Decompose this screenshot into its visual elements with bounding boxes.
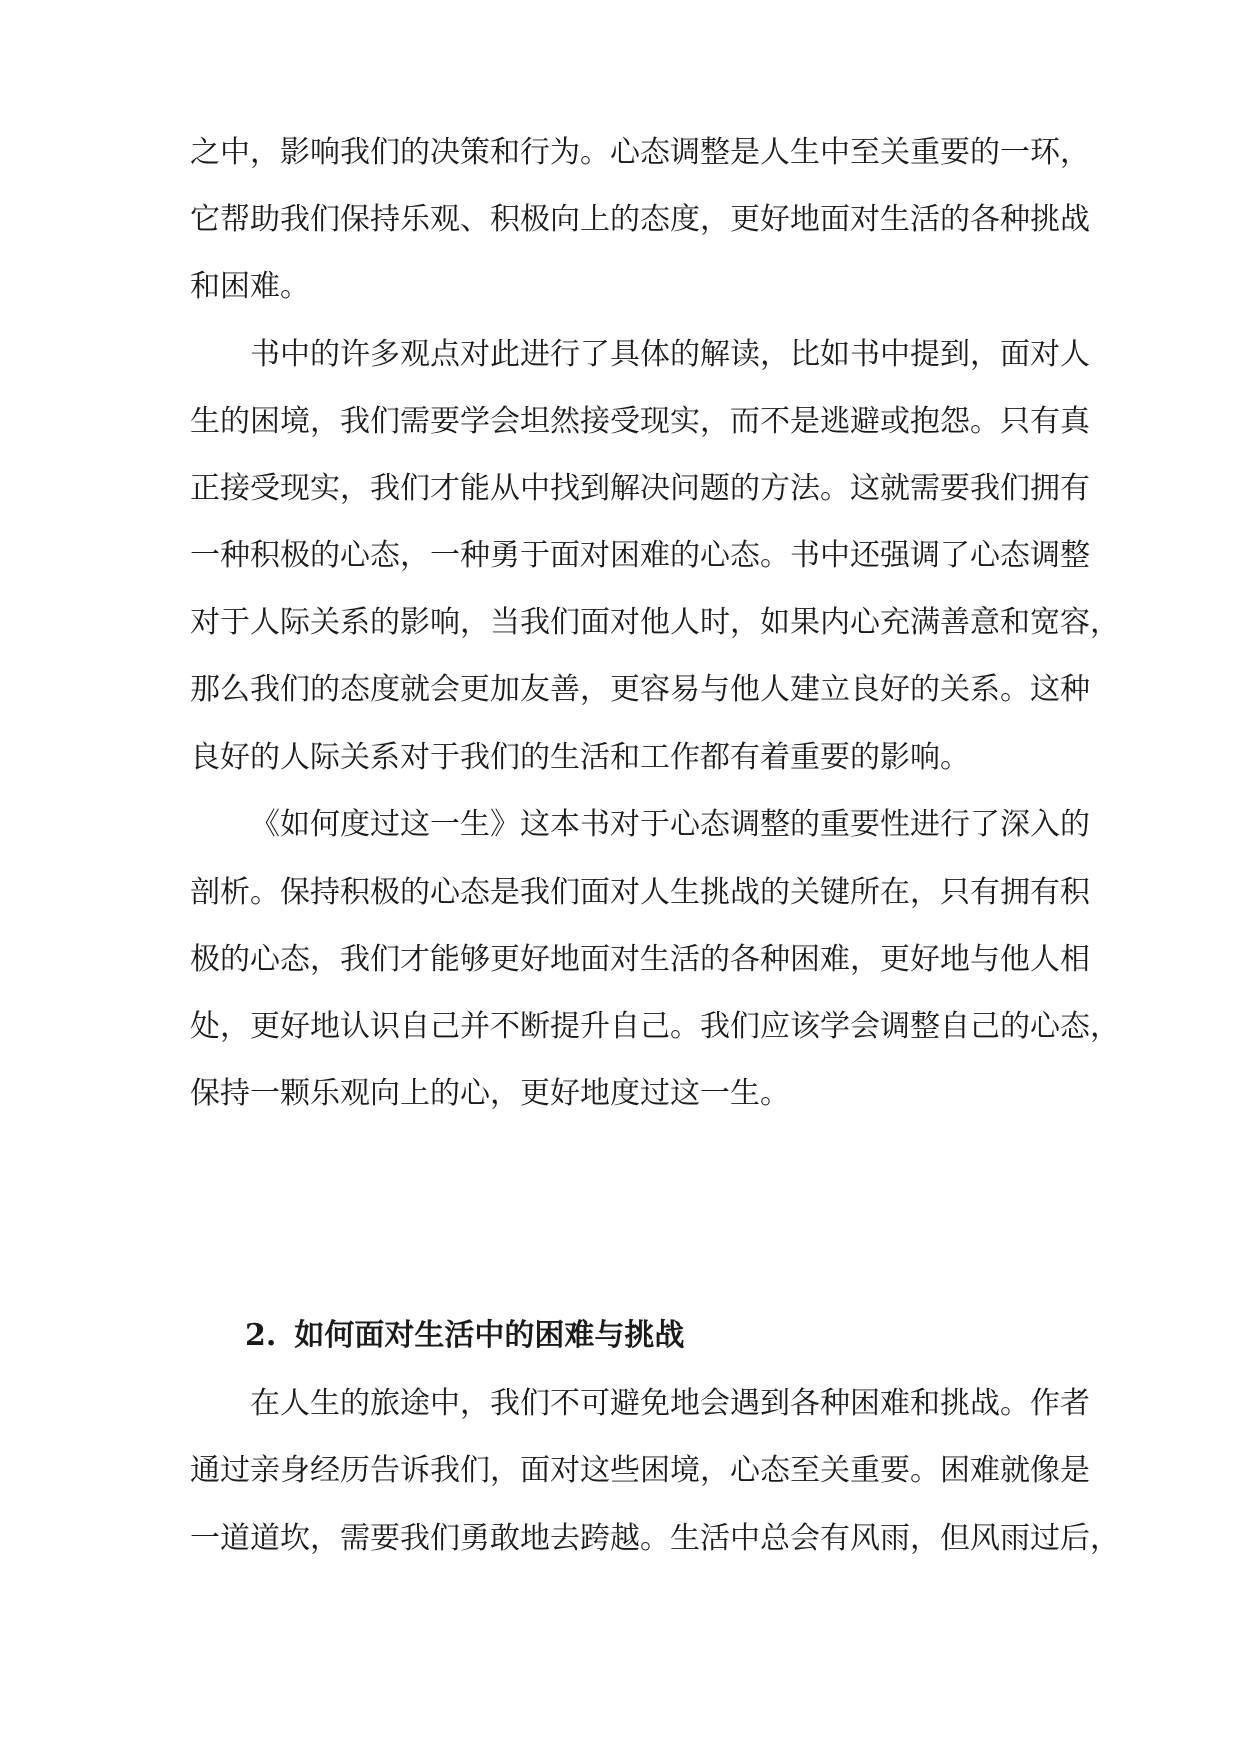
section-heading bbox=[245, 1311, 684, 1361]
paragraph-2-line-7: 良好的人际关系对于我们的生活和工作都有着重要的影响。 bbox=[190, 740, 970, 775]
paragraph-3-line-1: 《如何度过这一生》这本书对于心态调整的重要性进行了深入的 bbox=[250, 807, 1090, 842]
paragraph-2-line-6: 那么我们的态度就会更加友善，更容易与他人建立良好的关系。这种 bbox=[190, 672, 1090, 707]
paragraph-4-line-2: 通过亲身经历告诉我们，面对这些困境，心态至关重要。困难就像是 bbox=[190, 1453, 1090, 1488]
section-title: 如何面对生活中的困难与挑战 bbox=[294, 1318, 685, 1353]
paragraph-3-line-4: 处，更好地认识自己并不断提升自己。我们应该学会调整自己的心态， bbox=[190, 1009, 1120, 1044]
paragraph-2-line-5: 对于人际关系的影响，当我们面对他人时，如果内心充满善意和宽容， bbox=[190, 605, 1120, 640]
paragraph-2-line-2: 生的困境，我们需要学会坦然接受现实，而不是逃避或抱怨。只有真 bbox=[190, 404, 1090, 439]
paragraph-4-line-3: 一道道坎，需要我们勇敢地去跨越。生活中总会有风雨，但风雨过后， bbox=[190, 1521, 1120, 1556]
paragraph-3-line-3: 极的心态，我们才能够更好地面对生活的各种困难，更好地与他人相 bbox=[190, 942, 1090, 977]
paragraph-1-line-1: 之中，影响我们的决策和行为。心态调整是人生中至关重要的一环， bbox=[190, 135, 1090, 170]
paragraph-1-line-2: 它帮助我们保持乐观、积极向上的态度，更好地面对生活的各种挑战 bbox=[190, 202, 1090, 237]
paragraph-3-line-2: 剖析。保持积极的心态是我们面对人生挑战的关键所在，只有拥有积 bbox=[190, 875, 1090, 910]
paragraph-4-line-1: 在人生的旅途中，我们不可避免地会遇到各种困难和挑战。作者 bbox=[250, 1386, 1090, 1421]
paragraph-2-line-3: 正接受现实，我们才能从中找到解决问题的方法。这就需要我们拥有 bbox=[190, 471, 1090, 506]
paragraph-1-line-3: 和困难。 bbox=[190, 269, 310, 304]
paragraph-2-line-1: 书中的许多观点对此进行了具体的解读，比如书中提到，面对人 bbox=[250, 337, 1090, 372]
section-number: 2. bbox=[245, 1318, 277, 1353]
paragraph-2-line-4: 一种积极的心态，一种勇于面对困难的心态。书中还强调了心态调整 bbox=[190, 538, 1090, 573]
paragraph-3-line-5: 保持一颗乐观向上的心，更好地度过这一生。 bbox=[190, 1076, 790, 1111]
